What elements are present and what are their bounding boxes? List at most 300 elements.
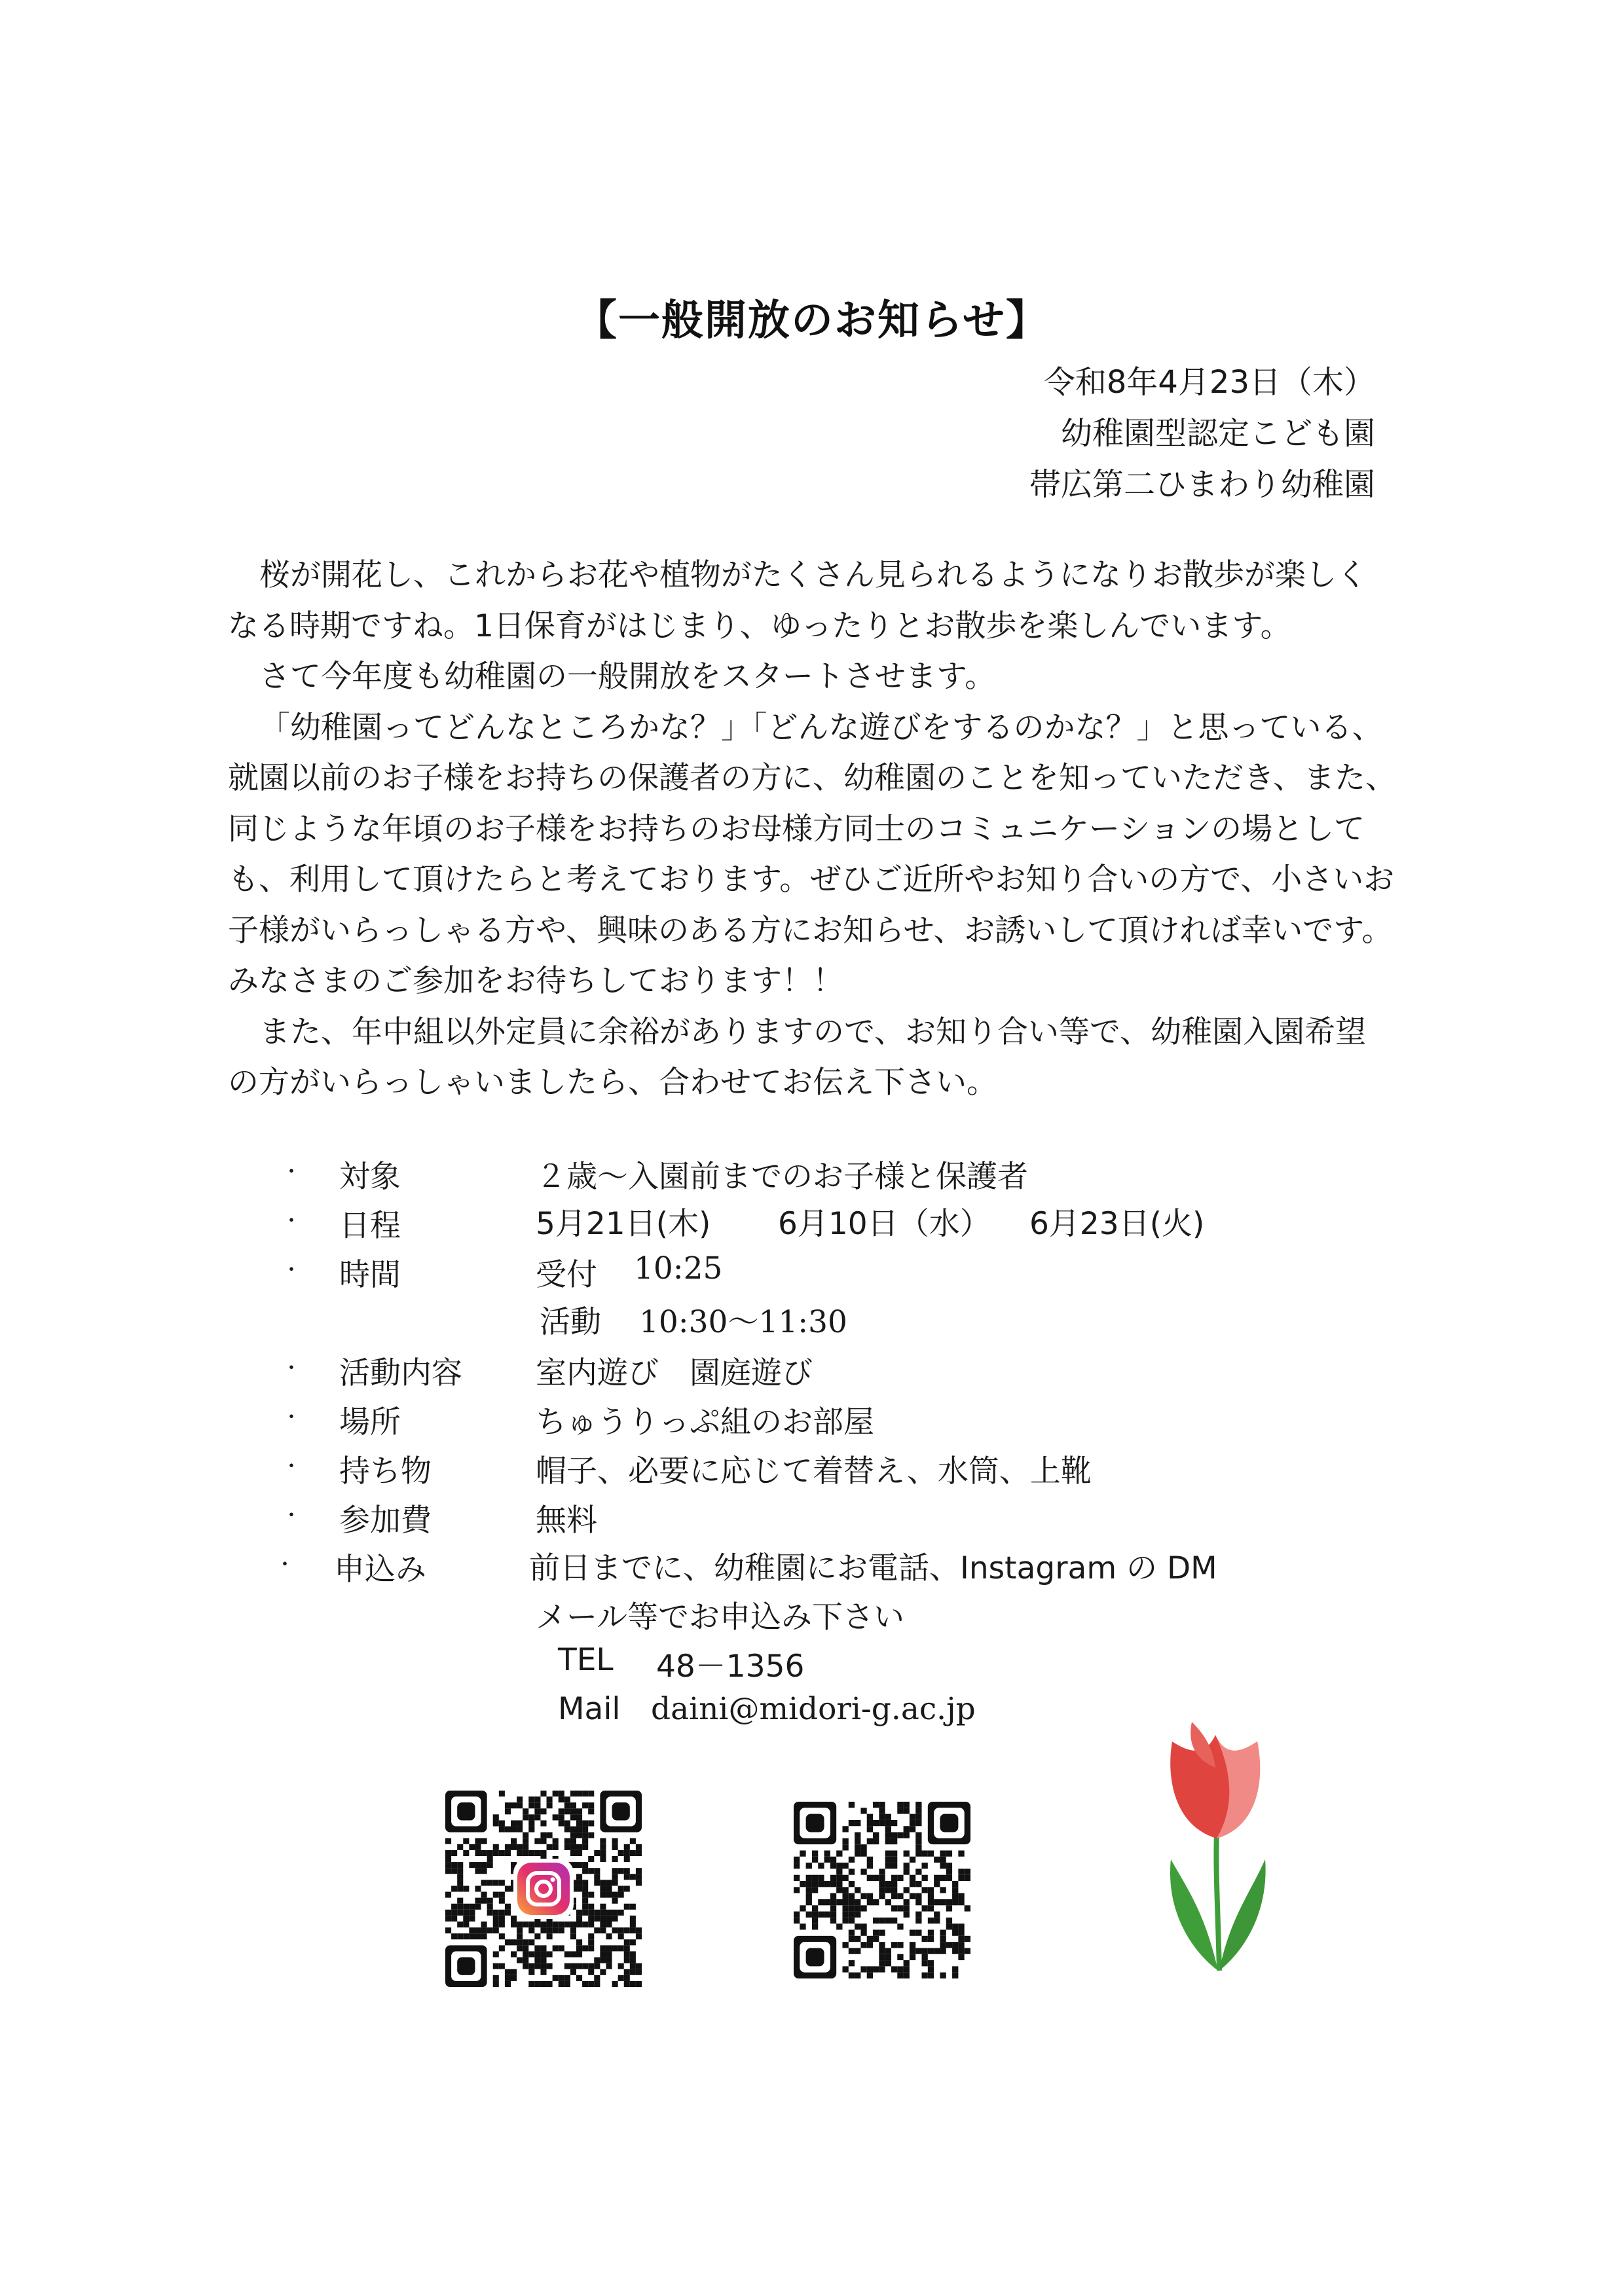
qr-module — [636, 1850, 642, 1856]
qr-finder-pattern — [457, 1802, 475, 1820]
qr-module — [624, 1975, 630, 1981]
qr-module — [630, 1927, 636, 1933]
qr-module — [612, 1868, 618, 1874]
qr-module — [885, 1948, 891, 1954]
qr-module — [457, 1868, 463, 1874]
qr-module — [523, 1958, 528, 1963]
qr-module — [576, 1916, 582, 1922]
instagram-qr-code[interactable] — [445, 1791, 642, 1987]
qr-module — [600, 1856, 606, 1862]
qr-module — [860, 1844, 866, 1850]
qr-module — [559, 1808, 564, 1814]
qr-module — [630, 1958, 636, 1963]
qr-module — [481, 1927, 487, 1933]
qr-module — [830, 1863, 836, 1868]
qr-module — [505, 1975, 511, 1981]
instagram-icon-bg — [513, 1859, 574, 1919]
qr-module — [475, 1868, 481, 1874]
qr-module — [904, 1973, 910, 1978]
qr-module — [517, 1802, 523, 1808]
qr-module — [547, 1951, 553, 1957]
qr-module — [867, 1820, 873, 1826]
qr-module — [952, 1923, 958, 1929]
qr-module — [855, 1912, 860, 1918]
qr-module — [885, 1814, 891, 1820]
qr-module — [860, 1966, 866, 1972]
qr-module — [445, 1838, 451, 1844]
qr-module — [600, 1886, 606, 1891]
qr-module — [588, 1939, 594, 1945]
qr-module — [493, 1814, 499, 1820]
qr-module — [606, 1922, 612, 1927]
qr-module — [630, 1916, 636, 1922]
qr-module — [915, 1832, 921, 1838]
qr-module — [885, 1832, 891, 1838]
qr-module — [624, 1969, 630, 1975]
qr-module — [910, 1857, 915, 1863]
bullet: ・ — [282, 1210, 301, 1233]
qr-module — [824, 1850, 830, 1856]
qr-module — [940, 1942, 946, 1948]
qr-module — [600, 1910, 606, 1916]
qr-module — [800, 1850, 805, 1856]
qr-module — [904, 1912, 910, 1918]
qr-module — [594, 1868, 600, 1874]
qr-module — [576, 1922, 582, 1927]
qr-module — [891, 1850, 897, 1856]
qr-module — [606, 1951, 612, 1957]
qr-module — [493, 1963, 499, 1969]
qr-module — [891, 1918, 897, 1923]
qr-module — [511, 1844, 517, 1850]
reception-time: 10:25 — [634, 1250, 723, 1286]
qr-module — [624, 1958, 630, 1963]
qr-module — [540, 1969, 546, 1975]
qr-module — [624, 1981, 630, 1987]
qr-module — [553, 1838, 559, 1844]
activity-label: 活動 — [540, 1304, 601, 1340]
qr-module — [849, 1868, 855, 1874]
detail-label: 日程 — [339, 1208, 401, 1244]
qr-module — [618, 1933, 624, 1939]
qr-module — [922, 1905, 928, 1911]
qr-module — [582, 1981, 588, 1987]
org-name: 帯広第二ひまわり幼稚園 — [1029, 466, 1375, 503]
qr-module — [965, 1948, 970, 1954]
qr-module — [873, 1820, 879, 1826]
qr-module — [842, 1966, 848, 1972]
qr-module — [928, 1930, 934, 1936]
qr-module — [940, 1887, 946, 1893]
qr-module — [849, 1820, 855, 1826]
qr-module — [958, 1875, 964, 1881]
qr-module — [540, 1791, 546, 1796]
qr-module — [928, 1948, 934, 1954]
qr-module — [849, 1905, 855, 1911]
qr-module — [553, 1791, 559, 1796]
apply-note: メール等でお申込み下さい — [536, 1599, 905, 1635]
qr-module — [582, 1898, 588, 1904]
qr-module — [855, 1838, 860, 1844]
qr-module — [940, 1850, 946, 1856]
qr-module — [570, 1844, 576, 1850]
detail-label: 場所 — [339, 1404, 401, 1440]
qr-module — [481, 1898, 487, 1904]
qr-module — [612, 1844, 618, 1850]
qr-module — [940, 1857, 946, 1863]
qr-module — [588, 1969, 594, 1975]
qr-module — [588, 1868, 594, 1874]
qr-module — [517, 1820, 523, 1826]
qr-module — [523, 1808, 528, 1814]
qr-module — [612, 1874, 618, 1880]
paragraph-line: 就園以前のお子様をお持ちの保護者の方に、幼稚園のことを知っていただき、また、 — [228, 760, 1397, 796]
qr-module — [910, 1826, 915, 1832]
qr-module — [867, 1814, 873, 1820]
qr-module — [867, 1973, 873, 1978]
qr-module — [830, 1905, 836, 1911]
qr-module — [612, 1910, 618, 1916]
qr-module — [891, 1887, 897, 1893]
qr-module — [606, 1963, 612, 1969]
detail-label: 参加費 — [339, 1503, 432, 1539]
qr-module — [928, 1960, 934, 1966]
qr-module — [570, 1838, 576, 1844]
qr-module — [897, 1923, 903, 1929]
qr-module — [564, 1975, 570, 1981]
qr-module — [836, 1863, 842, 1868]
qr-finder-pattern — [806, 1948, 824, 1966]
qr-module — [630, 1904, 636, 1910]
qr-module — [873, 1966, 879, 1972]
qr-module — [534, 1963, 540, 1969]
activity-time: 10:30～11:30 — [639, 1304, 847, 1340]
issue-date: 令和8年4月23日（木） — [1043, 364, 1375, 401]
qr-module — [576, 1939, 582, 1945]
qr-module — [559, 1922, 564, 1927]
qr-module — [879, 1918, 885, 1923]
qr-module — [842, 1912, 848, 1918]
qr-module — [493, 1951, 499, 1957]
qr-module — [576, 1951, 582, 1957]
qr-module — [540, 1945, 546, 1951]
qr-module — [475, 1898, 481, 1904]
qr-module — [517, 1939, 523, 1945]
paragraph-line: さて今年度も幼稚園の一般開放をスタートさせます。 — [259, 659, 996, 695]
qr-module — [570, 1951, 576, 1957]
qr-module — [806, 1893, 812, 1899]
qr-module — [928, 1893, 934, 1899]
qr-module — [559, 1814, 564, 1820]
qr-module — [965, 1875, 970, 1881]
qr-module — [618, 1868, 624, 1874]
qr-module — [505, 1844, 511, 1850]
qr-module — [928, 1905, 934, 1911]
qr-module — [946, 1899, 952, 1905]
qr-module — [481, 1892, 487, 1898]
qr-module — [860, 1930, 866, 1936]
detail-label: 申込み — [334, 1552, 426, 1588]
qr-module — [588, 1933, 594, 1939]
qr-module — [630, 1874, 636, 1880]
qr-module — [891, 1893, 897, 1899]
qr-module — [885, 1838, 891, 1844]
qr-module — [824, 1899, 830, 1905]
qr-module — [451, 1886, 457, 1891]
qr-module — [794, 1887, 800, 1893]
qr-module — [904, 1868, 910, 1874]
qr-module — [463, 1850, 469, 1856]
qr-module — [528, 1939, 534, 1945]
qr-module — [946, 1868, 952, 1874]
qr-module — [636, 1981, 642, 1987]
qr-module — [588, 1904, 594, 1910]
qr-module — [451, 1904, 457, 1910]
qr-module — [600, 1958, 606, 1963]
qr-module — [469, 1844, 475, 1850]
qr-module — [867, 1838, 873, 1844]
qr-module — [564, 1951, 570, 1957]
qr-module — [457, 1904, 463, 1910]
qr-module — [952, 1930, 958, 1936]
qr-module — [830, 1875, 836, 1881]
paragraph-line: また、年中組以外定員に余裕がありますので、お知り合い等で、幼稚園入園希望 — [259, 1013, 1367, 1050]
website-qr-code[interactable] — [794, 1802, 970, 1978]
qr-module — [564, 1963, 570, 1969]
bullet: ・ — [282, 1455, 301, 1478]
qr-module — [576, 1862, 582, 1868]
qr-module — [517, 1827, 523, 1832]
qr-module — [594, 1963, 600, 1969]
qr-module — [940, 1948, 946, 1954]
bullet: ・ — [275, 1554, 295, 1576]
qr-module — [594, 1916, 600, 1922]
qr-module — [922, 1954, 928, 1960]
qr-module — [582, 1910, 588, 1916]
qr-module — [952, 1942, 958, 1948]
qr-module — [885, 1863, 891, 1868]
qr-module — [570, 1827, 576, 1832]
instagram-icon — [513, 1859, 574, 1919]
qr-module — [867, 1875, 873, 1881]
qr-module — [457, 1844, 463, 1850]
qr-module — [915, 1820, 921, 1826]
qr-module — [445, 1856, 451, 1862]
qr-module — [451, 1862, 457, 1868]
qr-module — [855, 1923, 860, 1929]
qr-module — [511, 1939, 517, 1945]
qr-module — [624, 1874, 630, 1880]
qr-module — [517, 1922, 523, 1927]
qr-module — [606, 1958, 612, 1963]
qr-module — [958, 1948, 964, 1954]
qr-module — [534, 1850, 540, 1856]
qr-module — [582, 1904, 588, 1910]
qr-module — [849, 1948, 855, 1954]
qr-module — [588, 1916, 594, 1922]
qr-module — [517, 1933, 523, 1939]
qr-module — [451, 1868, 457, 1874]
qr-module — [812, 1918, 818, 1923]
qr-module — [576, 1975, 582, 1981]
qr-module — [588, 1832, 594, 1838]
qr-module — [481, 1880, 487, 1886]
qr-module — [965, 1905, 970, 1911]
qr-module — [493, 1850, 499, 1856]
qr-module — [582, 1868, 588, 1874]
qr-module — [534, 1945, 540, 1951]
qr-module — [576, 1808, 582, 1814]
qr-module — [528, 1963, 534, 1969]
qr-module — [487, 1927, 493, 1933]
qr-module — [624, 1844, 630, 1850]
qr-module — [922, 1960, 928, 1966]
qr-module — [879, 1893, 885, 1899]
qr-module — [457, 1910, 463, 1916]
qr-module — [588, 1910, 594, 1916]
qr-module — [528, 1969, 534, 1975]
qr-module — [612, 1945, 618, 1951]
qr-module — [534, 1838, 540, 1844]
qr-module — [564, 1838, 570, 1844]
qr-module — [540, 1838, 546, 1844]
qr-module — [958, 1936, 964, 1942]
qr-module — [451, 1933, 457, 1939]
qr-module — [934, 1948, 940, 1954]
qr-module — [630, 1838, 636, 1844]
qr-module — [812, 1912, 818, 1918]
qr-module — [855, 1820, 860, 1826]
qr-module — [946, 1918, 952, 1923]
qr-module — [618, 1927, 624, 1933]
qr-module — [885, 1960, 891, 1966]
qr-module — [600, 1904, 606, 1910]
qr-module — [534, 1958, 540, 1963]
qr-module — [582, 1886, 588, 1891]
qr-module — [842, 1918, 848, 1923]
qr-module — [965, 1868, 970, 1874]
qr-module — [915, 1918, 921, 1923]
qr-module — [493, 1820, 499, 1826]
qr-module — [612, 1898, 618, 1904]
qr-module — [600, 1951, 606, 1957]
qr-module — [553, 1922, 559, 1927]
qr-module — [891, 1875, 897, 1881]
qr-module — [570, 1832, 576, 1838]
qr-module — [830, 1893, 836, 1899]
qr-module — [849, 1899, 855, 1905]
qr-module — [517, 1927, 523, 1933]
paragraph-line: も、利用して頂けたらと考えております。ぜひご近所やお知り合いの方で、小さいお — [228, 862, 1395, 898]
qr-module — [624, 1945, 630, 1951]
qr-module — [559, 1791, 564, 1796]
qr-module — [445, 1910, 451, 1916]
qr-module — [523, 1844, 528, 1850]
qr-module — [564, 1844, 570, 1850]
qr-module — [824, 1881, 830, 1887]
qr-module — [885, 1826, 891, 1832]
qr-module — [867, 1826, 873, 1832]
qr-module — [849, 1973, 855, 1978]
qr-module — [958, 1942, 964, 1948]
qr-module — [457, 1874, 463, 1880]
qr-module — [523, 1963, 528, 1969]
qr-module — [624, 1939, 630, 1945]
qr-module — [915, 1808, 921, 1813]
qr-module — [891, 1838, 897, 1844]
qr-module — [570, 1922, 576, 1927]
qr-module — [505, 1808, 511, 1814]
qr-module — [812, 1875, 818, 1881]
qr-module — [588, 1963, 594, 1969]
qr-module — [897, 1973, 903, 1978]
qr-module — [836, 1887, 842, 1893]
qr-module — [867, 1863, 873, 1868]
qr-module — [806, 1875, 812, 1881]
qr-module — [553, 1945, 559, 1951]
qr-module — [934, 1899, 940, 1905]
qr-module — [606, 1892, 612, 1898]
qr-module — [860, 1942, 866, 1948]
qr-module — [570, 1808, 576, 1814]
qr-module — [879, 1868, 885, 1874]
qr-module — [517, 1945, 523, 1951]
qr-module — [830, 1857, 836, 1863]
qr-module — [451, 1910, 457, 1916]
qr-module — [904, 1808, 910, 1813]
qr-module — [600, 1880, 606, 1886]
qr-module — [891, 1832, 897, 1838]
qr-module — [475, 1927, 481, 1933]
qr-module — [570, 1927, 576, 1933]
qr-module — [915, 1844, 921, 1850]
qr-module — [636, 1868, 642, 1874]
qr-module — [855, 1973, 860, 1978]
qr-module — [481, 1862, 487, 1868]
qr-module — [576, 1910, 582, 1916]
qr-module — [830, 1899, 836, 1905]
qr-module — [885, 1954, 891, 1960]
qr-module — [860, 1923, 866, 1929]
qr-module — [910, 1881, 915, 1887]
qr-module — [897, 1832, 903, 1838]
qr-module — [946, 1942, 952, 1948]
qr-module — [475, 1850, 481, 1856]
qr-module — [540, 1808, 546, 1814]
qr-module — [588, 1808, 594, 1814]
qr-module — [842, 1844, 848, 1850]
qr-module — [523, 1838, 528, 1844]
qr-module — [588, 1922, 594, 1927]
qr-module — [946, 1850, 952, 1856]
qr-module — [618, 1850, 624, 1856]
qr-module — [534, 1808, 540, 1814]
qr-module — [582, 1880, 588, 1886]
qr-module — [952, 1899, 958, 1905]
qr-module — [606, 1910, 612, 1916]
qr-module — [812, 1850, 818, 1856]
qr-module — [445, 1868, 451, 1874]
tel-label: TEL — [558, 1642, 614, 1678]
qr-module — [576, 1874, 582, 1880]
qr-module — [618, 1910, 624, 1916]
qr-module — [794, 1918, 800, 1923]
qr-module — [897, 1875, 903, 1881]
qr-module — [534, 1981, 540, 1987]
qr-module — [915, 1899, 921, 1905]
qr-module — [499, 1945, 505, 1951]
qr-module — [528, 1922, 534, 1927]
